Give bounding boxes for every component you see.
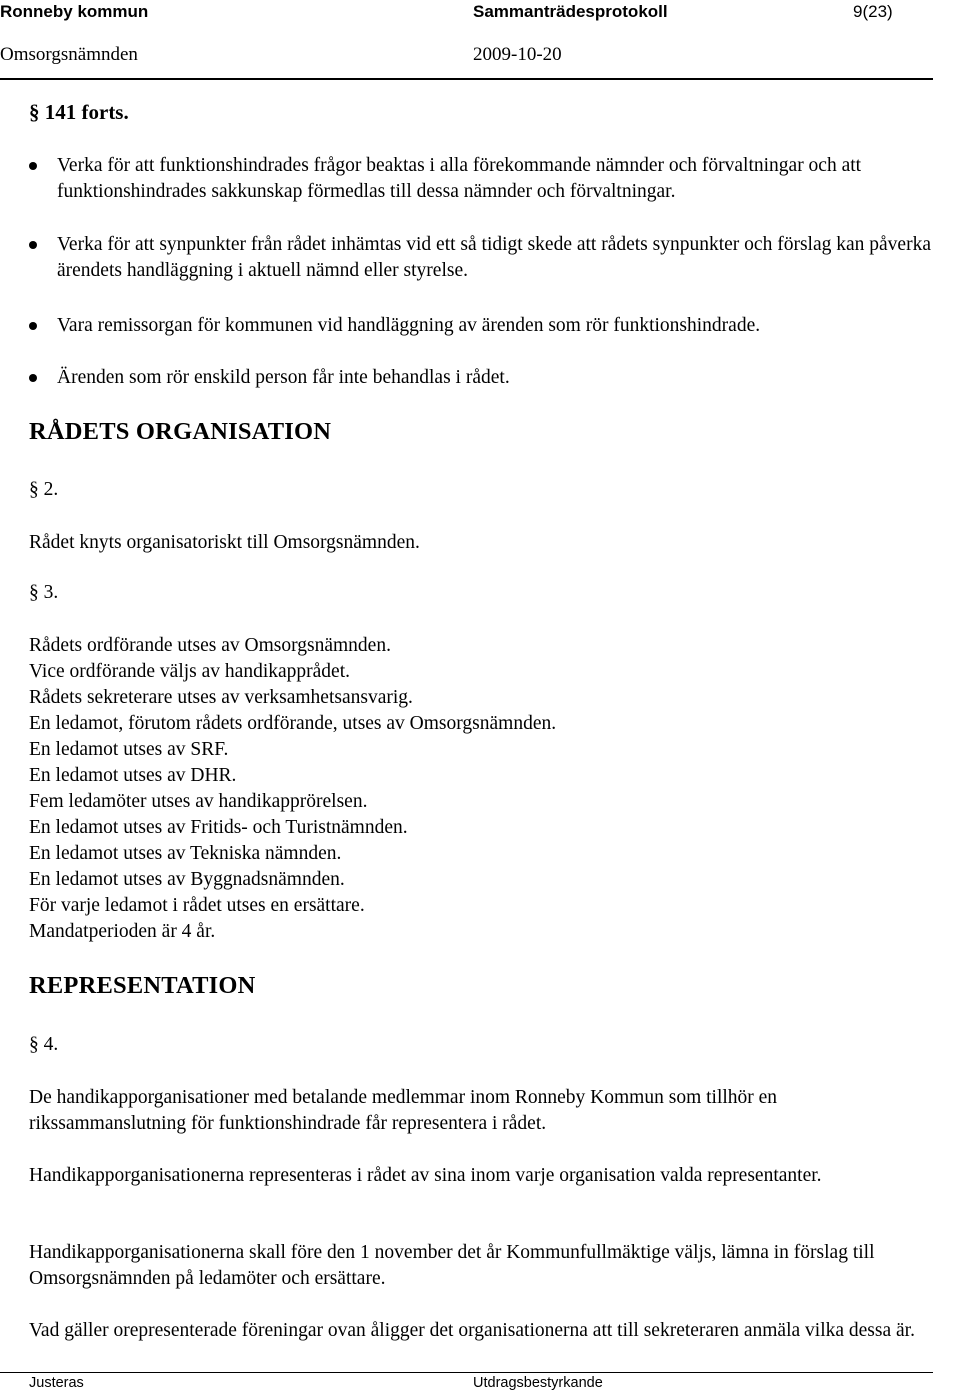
organisation-p3-line: Rådets sekreterare utses av verksamhetsansvarig. xyxy=(29,687,413,708)
bullet-item: Ärenden som rör enskild person får inte behandlas i rådet. xyxy=(57,367,510,388)
organisation-p3-line: Mandatperioden är 4 år. xyxy=(29,921,216,942)
footer-justeras: Justeras xyxy=(29,1375,84,1391)
paragraph-mark-2: § 2. xyxy=(29,479,59,500)
bullet-item: Verka för att synpunkter från rådet inhämtas vid ett så tidigt skede att rådets synpunkter och förslag kan påverka ärendets handläggning i aktuell nämnd eller styrelse. xyxy=(57,234,931,281)
organisation-p2-text: Rådet knyts organisatoriskt till Omsorgsnämnden. xyxy=(29,532,420,553)
representation-paragraph: De handikapporganisationer med betalande medlemmar inom Ronneby Kommun som tillhör en rikssammanslutning för funktionshindrade får representera i rådet. xyxy=(29,1087,778,1134)
organisation-p3-line: En ledamot utses av SRF. xyxy=(29,739,229,760)
footer-utdragsbestyrkande: Utdragsbestyrkande xyxy=(473,1375,603,1391)
header-page-number: 9(23) xyxy=(853,2,893,21)
organisation-p3-line: En ledamot utses av DHR. xyxy=(29,765,237,786)
representation-paragraph: Handikapporganisationerna representeras i rådet av sina inom varje organisation valda representanter. xyxy=(29,1165,822,1186)
organisation-p3-line: En ledamot utses av Fritids- och Turistnämnden. xyxy=(29,817,408,838)
representation-heading: REPRESENTATION xyxy=(29,972,256,999)
organisation-heading: RÅDETS ORGANISATION xyxy=(29,418,332,445)
organisation-p3-line: En ledamot utses av Tekniska nämnden. xyxy=(29,843,342,864)
paragraph-mark-3: § 3. xyxy=(29,582,59,603)
header-rule xyxy=(0,78,933,80)
organisation-p3-list xyxy=(29,633,556,945)
header-board: Omsorgsnämnden xyxy=(0,44,138,65)
paragraph-mark-4: § 4. xyxy=(29,1034,59,1055)
section-title: § 141 forts. xyxy=(29,100,129,124)
organisation-p3-line: En ledamot, förutom rådets ordförande, utses av Omsorgsnämnden. xyxy=(29,713,557,734)
header-date: 2009-10-20 xyxy=(473,44,562,65)
header-doc-type: Sammanträdesprotokoll xyxy=(473,2,668,21)
bullet-item: Vara remissorgan för kommunen vid handläggning av ärenden som rör funktionshindrade. xyxy=(57,315,761,336)
footer-rule xyxy=(0,1372,933,1373)
organisation-p3-line: Rådets ordförande utses av Omsorgsnämnden. xyxy=(29,635,391,656)
bullet-icon xyxy=(29,241,37,249)
representation-paragraph: Vad gäller orepresenterade föreningar ovan åligger det organisationerna att till sekreteraren anmäla vilka dessa är. xyxy=(29,1320,915,1341)
organisation-p3-line: Fem ledamöter utses av handikapprörelsen. xyxy=(29,791,368,812)
organisation-p3-line: Vice ordförande väljs av handikapprådet. xyxy=(29,661,350,682)
representation-paragraph: Handikapporganisationerna skall före den 1 november det år Kommunfullmäktige väljs, lämna in förslag till Omsorgsnämnden på ledamöter och ersättare. xyxy=(29,1242,875,1289)
organisation-p3-line: En ledamot utses av Byggnadsnämnden. xyxy=(29,869,345,890)
bullet-icon xyxy=(29,162,37,170)
bullet-item: Verka för att funktionshindrades frågor beaktas i alla förekommande nämnder och förvaltningar och att funktionshindrades sakkunskap förmedlas till dessa nämnder och förvaltningar. xyxy=(57,155,862,202)
bullet-icon xyxy=(29,322,37,330)
header-org: Ronneby kommun xyxy=(0,2,149,21)
bullet-icon xyxy=(29,374,37,382)
organisation-p3-line: För varje ledamot i rådet utses en ersättare. xyxy=(29,895,365,916)
